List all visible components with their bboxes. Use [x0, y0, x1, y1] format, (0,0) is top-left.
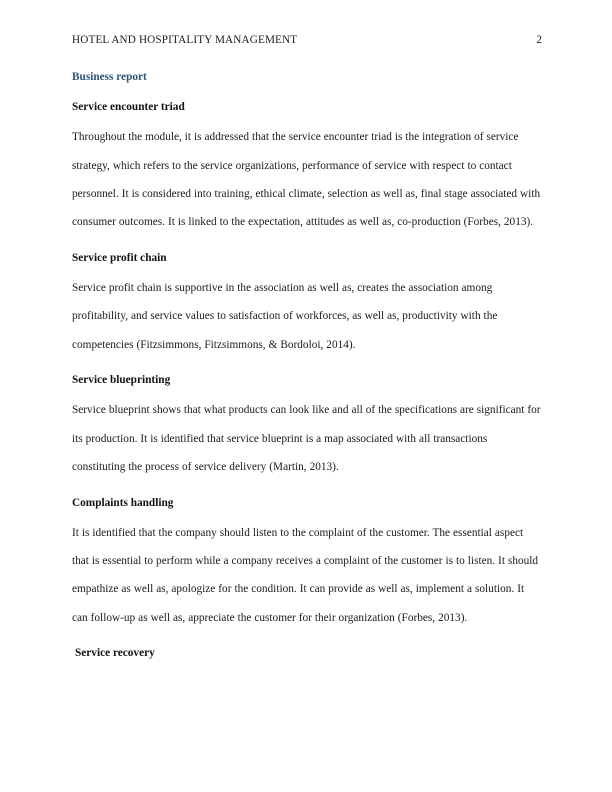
- heading-service-blueprinting: Service blueprinting: [72, 374, 171, 387]
- running-header-title: HOTEL AND HOSPITALITY MANAGEMENT: [72, 34, 298, 46]
- heading-service-recovery: Service recovery: [75, 647, 155, 660]
- page-number: 2: [536, 34, 542, 46]
- paragraph-service-profit-chain: Service profit chain is supportive in the association as well as, creates the association among profitability, and service values to satisfaction of workforces, as well as, productivity with the competencies (Fitzsimmons, Fitzsimmons, & Bordoloi, 2014).: [72, 281, 498, 351]
- paragraph-service-encounter-triad: Throughout the module, it is addressed that the service encounter triad is the integration of service strategy, which refers to the service organizations, performance of service with respect to contact personnel. It is considered into training, ethical climate, selection as well as, final stage associated with consumer outcomes. It is linked to the expectation, attitudes as well as, co-production (Forbes, 2013).: [72, 131, 541, 229]
- heading-complaints-handling: Complaints handling: [72, 496, 174, 509]
- paragraph-service-blueprinting: Service blueprint shows that what products can look like and all of the specifications are significant for its production. It is identified that service blueprint is a map associated with all transactions constituting the process of service delivery (Martin, 2013).: [72, 404, 541, 474]
- paragraph-complaints-handling: It is identified that the company should listen to the complaint of the customer. The essential aspect that is essential to perform while a company receives a complaint of the customer is to listen. It should empathize as well as, apologize for the condition. It can provide as well as, implement a solution. It can follow-up as well as, appreciate the customer for their organization (Forbes, 2013).: [72, 526, 539, 624]
- heading-service-encounter-triad: Service encounter triad: [72, 101, 185, 114]
- heading-service-profit-chain: Service profit chain: [72, 251, 167, 264]
- document-body: [72, 64, 541, 669]
- running-header: [72, 34, 542, 52]
- section-title-business-report: Business report: [72, 71, 147, 83]
